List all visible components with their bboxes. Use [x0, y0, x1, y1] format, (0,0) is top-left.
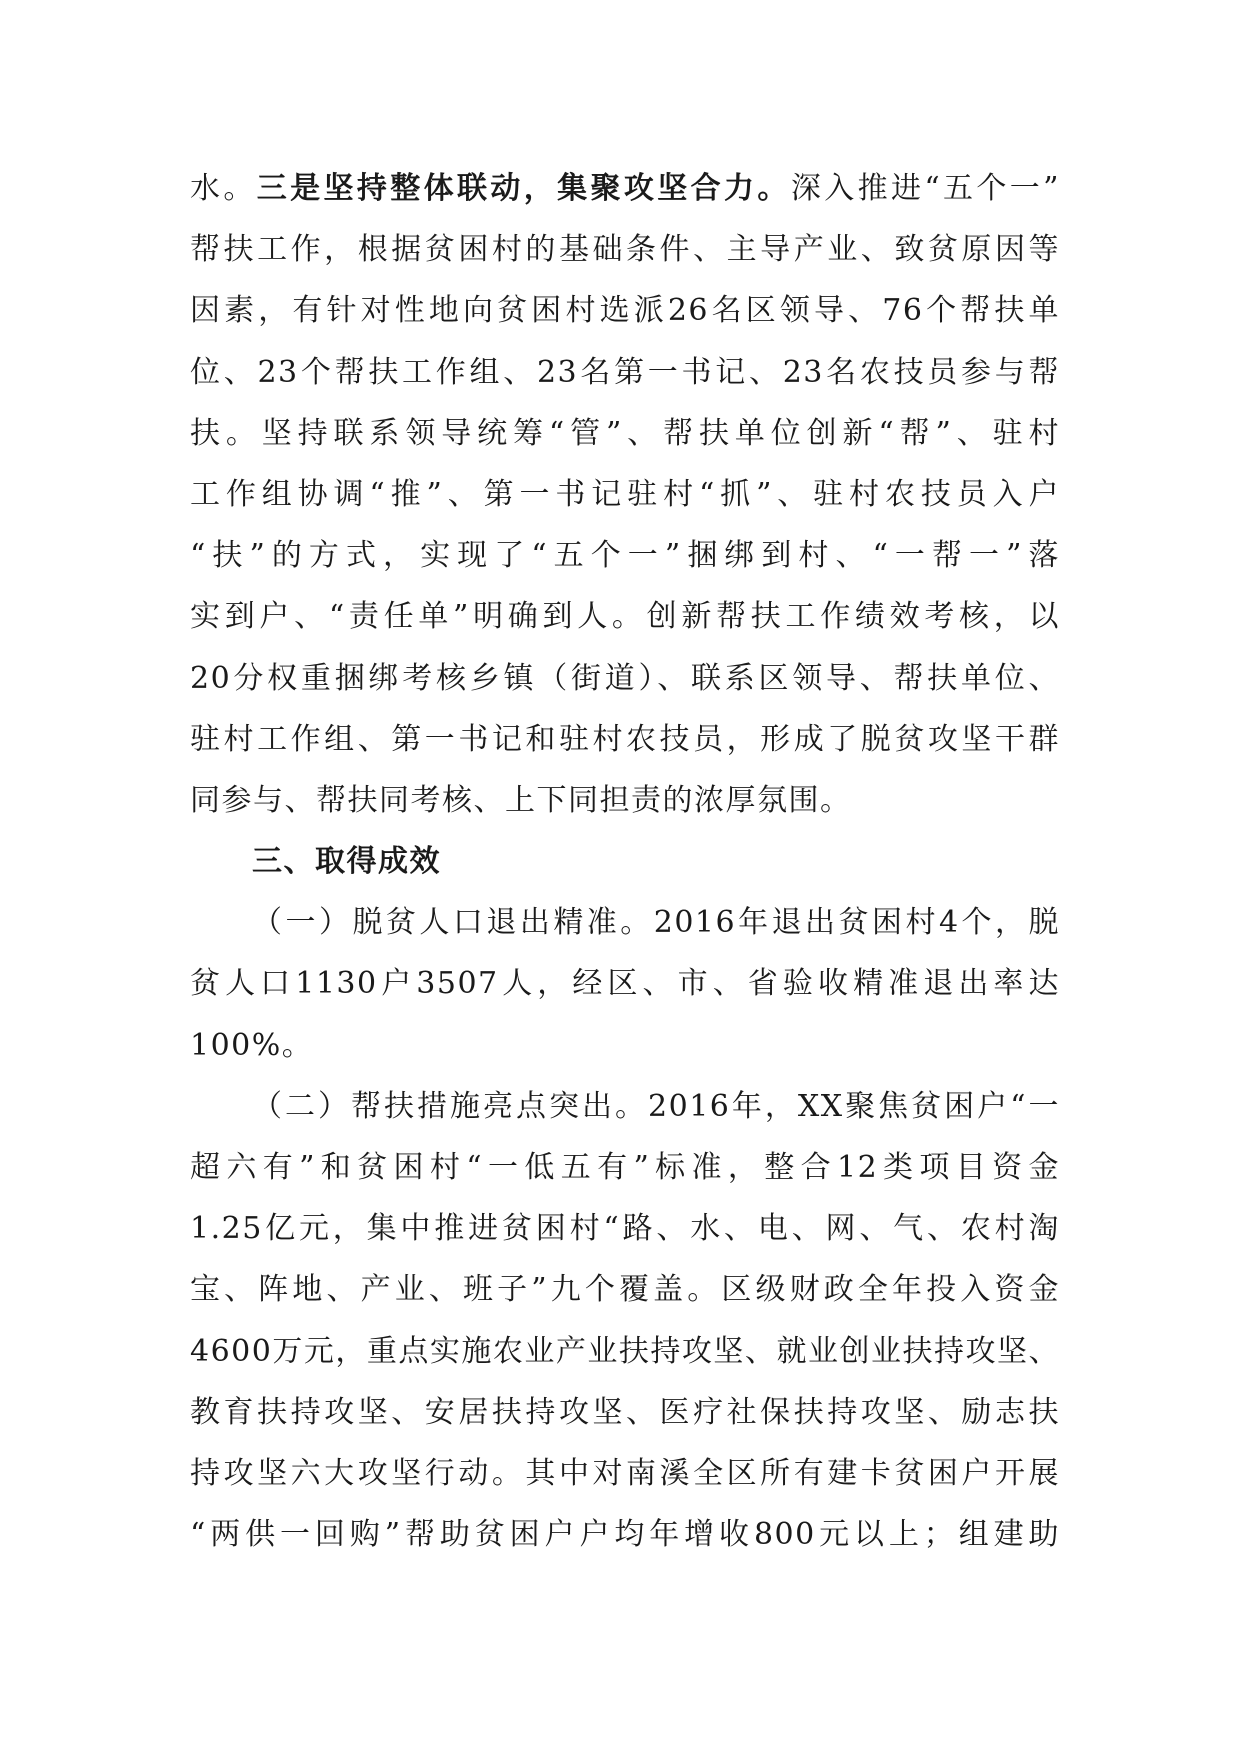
paragraph-1-line: 因素，有针对性地向贫困村选派26名区领导、76个帮扶单 — [190, 293, 1060, 329]
paragraph-2-line: 100%。 — [190, 1027, 314, 1063]
paragraph-1-line-1 — [190, 158, 1060, 219]
paragraph-3-line: 宝、阵地、产业、班子”九个覆盖。区级财政全年投入资金 — [190, 1272, 1060, 1308]
paragraph-1-line: 20分权重捆绑考核乡镇（街道）、联系区领导、帮扶单位、 — [190, 660, 1060, 696]
paragraph-1-line: “扶”的方式，实现了“五个一”捆绑到村、“一帮一”落 — [190, 538, 1060, 574]
paragraph-3-line: 教育扶持攻坚、安居扶持攻坚、医疗社保扶持攻坚、励志扶 — [190, 1394, 1060, 1430]
paragraph-3-line: 持攻坚六大攻坚行动。其中对南溪全区所有建卡贫困户开展 — [190, 1455, 1060, 1491]
paragraph-3-line: “两供一回购”帮助贫困户户均年增收800元以上；组建助 — [190, 1517, 1060, 1553]
paragraph-3-line: 1.25亿元，集中推进贫困村“路、水、电、网、气、农村淘 — [190, 1211, 1060, 1247]
paragraph-1-line: 位、23个帮扶工作组、23名第一书记、23名农技员参与帮 — [190, 354, 1060, 390]
paragraph-1-line: 帮扶工作，根据贫困村的基础条件、主导产业、致贫原因等 — [190, 232, 1060, 268]
paragraph-1-line: 同参与、帮扶同考核、上下同担责的浓厚氛围。 — [190, 782, 852, 818]
paragraph-3-line: 4600万元，重点实施农业产业扶持攻坚、就业创业扶持攻坚、 — [190, 1333, 1060, 1369]
document-body — [190, 158, 1060, 1565]
paragraph-2-line: 贫人口1130户3507人，经区、市、省验收精准退出率达 — [190, 966, 1060, 1002]
paragraph-1-bold-heading: 三是坚持整体联动，集聚攻坚合力。 — [256, 171, 791, 206]
paragraph-1-line: 扶。坚持联系领导统筹“管”、帮扶单位创新“帮”、驻村 — [190, 415, 1060, 451]
paragraph-1-line: 工作组协调“推”、第一书记驻村“抓”、驻村农技员入户 — [190, 476, 1060, 512]
paragraph-1-line: 实到户、“责任单”明确到人。创新帮扶工作绩效考核，以 — [190, 599, 1060, 635]
paragraph-1-rest: 深入推进“五个一” — [790, 171, 1061, 206]
section-heading: 三、取得成效 — [252, 844, 441, 880]
paragraph-3-line: 超六有”和贫困村“一低五有”标准，整合12类项目资金 — [190, 1150, 1060, 1185]
paragraph-1-line: 驻村工作组、第一书记和驻村农技员，形成了脱贫攻坚干群 — [190, 721, 1060, 757]
paragraph-1-start: 水。 — [190, 171, 257, 206]
paragraph-2-line: （一）脱贫人口退出精准。2016年退出贫困村4个，脱 — [252, 905, 1060, 941]
paragraph-3-line: （二）帮扶措施亮点突出。2016年，XX聚焦贫困户“一 — [252, 1088, 1060, 1124]
